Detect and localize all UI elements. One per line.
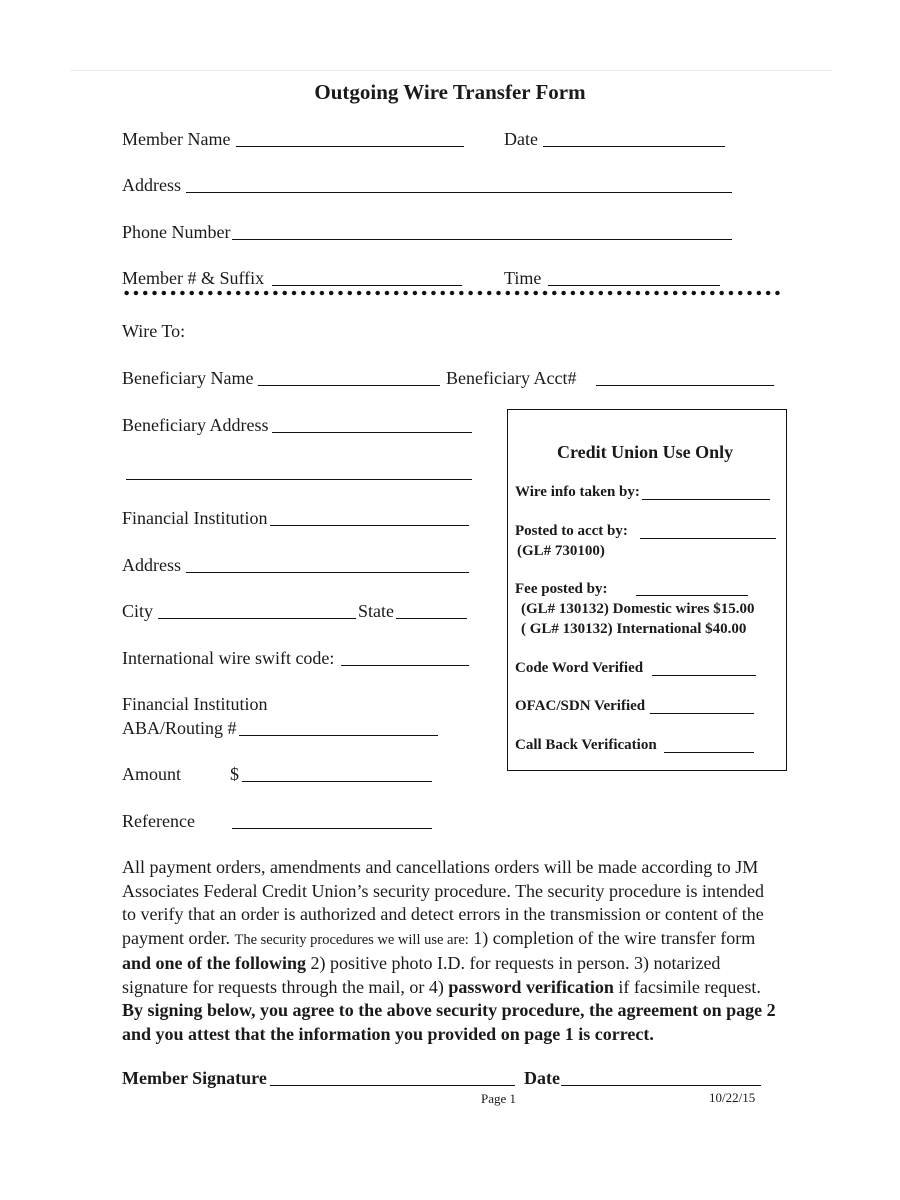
beneficiary-address-field[interactable]: [272, 432, 472, 433]
posted-gl-code: (GL# 730100): [517, 543, 605, 559]
fee-international: ( GL# 130132) International $40.00: [521, 621, 747, 637]
aba-routing-label: ABA/Routing #: [122, 718, 237, 738]
institution-address-field[interactable]: [186, 572, 469, 573]
time-field[interactable]: [548, 285, 720, 286]
signature-date-label: Date: [524, 1068, 560, 1088]
credit-union-box-title: Credit Union Use Only: [557, 442, 734, 462]
wire-info-field[interactable]: [642, 499, 770, 500]
page-top-rule: [70, 70, 832, 71]
state-label: State: [358, 601, 394, 621]
agreement-statement: By signing below, you agree to the above security procedure, the agreement on page 2 and you attest that the information you provided on page 1 is correct.: [122, 1000, 776, 1044]
form-revision-date: 10/22/15: [709, 1090, 756, 1105]
wire-info-label: Wire info taken by:: [515, 484, 640, 500]
call-back-field[interactable]: [664, 752, 754, 753]
posted-to-acct-field[interactable]: [640, 538, 776, 539]
swift-code-field[interactable]: [341, 665, 469, 666]
city-field[interactable]: [158, 618, 356, 619]
posted-to-acct-label: Posted to acct by:: [515, 523, 628, 539]
call-back-label: Call Back Verification: [515, 737, 657, 753]
paragraph-part-6: password verification: [448, 976, 614, 997]
fee-domestic: (GL# 130132) Domestic wires $15.00: [521, 601, 755, 617]
beneficiary-address-field-line2[interactable]: [126, 479, 472, 480]
member-signature-field[interactable]: [270, 1085, 515, 1086]
date-label: Date: [504, 129, 538, 149]
financial-institution-label: Financial Institution: [122, 508, 268, 528]
paragraph-part-4: and one of the following: [122, 953, 307, 973]
ofac-field[interactable]: [650, 713, 754, 714]
paragraph-part-3: 1) completion of the wire transfer form: [468, 927, 756, 948]
city-label: City: [122, 601, 154, 621]
aba-routing-field[interactable]: [239, 735, 438, 736]
paragraph-part-7: if facsimile request.: [613, 976, 761, 997]
dotted-separator: [122, 290, 782, 296]
fee-posted-field[interactable]: [636, 595, 748, 596]
member-name-field[interactable]: [236, 146, 464, 147]
member-name-label: Member Name: [122, 129, 231, 149]
code-word-field[interactable]: [652, 675, 756, 676]
amount-label: Amount: [122, 764, 182, 784]
state-field[interactable]: [396, 618, 467, 619]
ofac-label: OFAC/SDN Verified: [515, 698, 646, 714]
code-word-label: Code Word Verified: [515, 660, 644, 676]
wire-to-label: Wire To:: [122, 321, 186, 341]
amount-field[interactable]: [242, 781, 432, 782]
address-label: Address: [122, 175, 181, 195]
member-suffix-field[interactable]: [272, 285, 462, 286]
date-field[interactable]: [543, 146, 725, 147]
reference-field[interactable]: [232, 828, 432, 829]
beneficiary-acct-label: Beneficiary Acct#: [446, 368, 577, 388]
beneficiary-name-field[interactable]: [258, 385, 440, 386]
beneficiary-address-label: Beneficiary Address: [122, 415, 269, 435]
member-suffix-label: Member # & Suffix: [122, 268, 265, 288]
member-signature-label: Member Signature: [122, 1068, 267, 1088]
address-field[interactable]: [186, 192, 732, 193]
swift-code-label: International wire swift code:: [122, 648, 335, 668]
page-title: Outgoing Wire Transfer Form: [314, 80, 586, 104]
financial-institution-field[interactable]: [270, 525, 469, 526]
phone-field[interactable]: [232, 239, 732, 240]
fee-posted-label: Fee posted by:: [515, 581, 608, 597]
signature-date-field[interactable]: [561, 1085, 761, 1086]
paragraph-part-5: 2) positive photo I.D. for requests in person. 3) notarized signature for requests through the mail, or 4): [122, 953, 721, 997]
dollar-sign: $: [230, 764, 239, 784]
aba-institution-label: Financial Institution: [122, 694, 268, 714]
paragraph-part-1: All payment orders, amendments and cancellations orders will be made according to JM Associates Federal Credit Union’s security procedure. The security procedure is intended to verify that an order is authorized and detect errors in the transmission or content of the payment order.: [122, 857, 764, 948]
security-paragraph: [122, 856, 782, 1046]
beneficiary-name-label: Beneficiary Name: [122, 368, 254, 388]
institution-address-label: Address: [122, 555, 181, 575]
page-number: Page 1: [481, 1091, 517, 1106]
phone-label: Phone Number: [122, 222, 231, 242]
time-label: Time: [504, 268, 542, 288]
reference-label: Reference: [122, 811, 195, 831]
beneficiary-acct-field[interactable]: [596, 385, 774, 386]
paragraph-part-2: The security procedures we will use are:: [234, 931, 469, 948]
